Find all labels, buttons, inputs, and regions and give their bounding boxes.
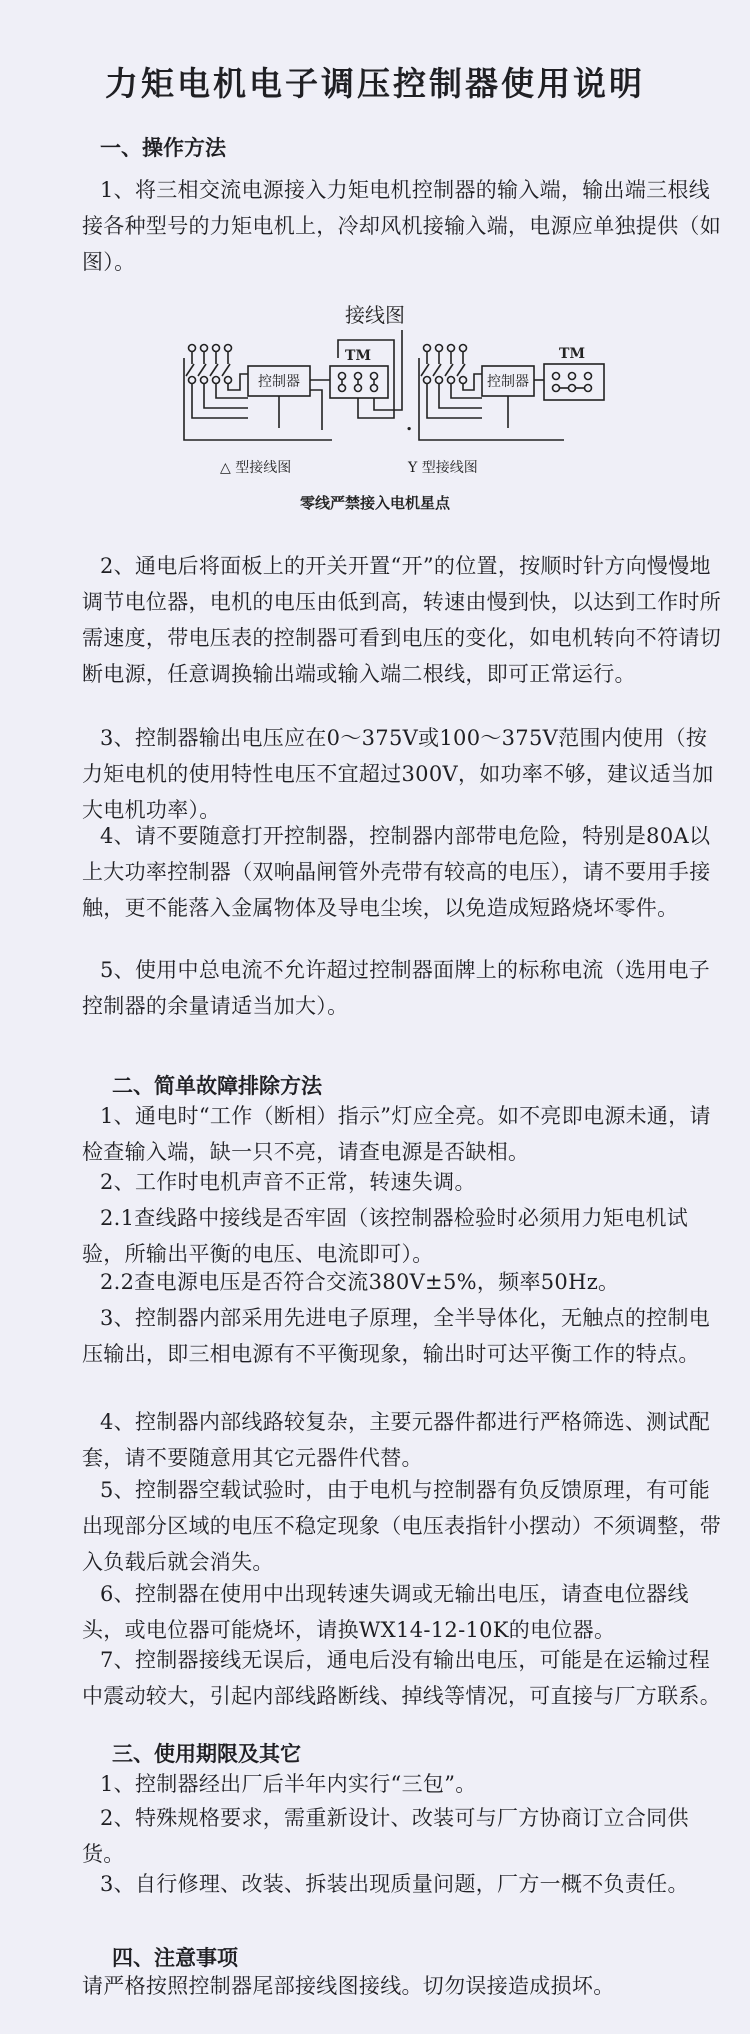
section-1-item-4: 4、请不要随意打开控制器，控制器内部带电危险，特别是80A以上大功率控制器（双响晶闸管外壳带有较高的电压），请不要用手接触，更不能落入金属物体及导电尘埃，以免造成短路烧坏零件。 xyxy=(82,824,711,920)
delta-caption: △ 型接线图 xyxy=(220,460,292,476)
wye-caption: Y 型接线图 xyxy=(408,460,478,476)
wiring-diagram-svg xyxy=(180,300,585,535)
section-3-heading: 三、使用期限及其它 xyxy=(112,1742,301,1766)
section-2-heading: 二、简单故障排除方法 xyxy=(112,1074,322,1098)
delta-controller-label: 控制器 xyxy=(258,374,300,390)
section-2-item-2: 2、工作时电机声音不正常，转速失调。 xyxy=(100,1170,476,1194)
section-3-item-3: 3、自行修理、改装、拆装出现质量问题，厂方一概不负责任。 xyxy=(100,1872,689,1896)
section-3-item-1: 1、控制器经出厂后半年内实行“三包”。 xyxy=(100,1772,477,1796)
wiring-diagram xyxy=(180,300,585,535)
section-2-item-6: 6、控制器在使用中出现转速失调或无输出电压，请查电位器线头，或电位器可能烧坏，请换WX14-12-10K的电位器。 xyxy=(82,1582,689,1642)
section-1-heading: 一、操作方法 xyxy=(100,136,226,160)
section-4-text: 请严格按照控制器尾部接线图接线。切勿误接造成损坏。 xyxy=(82,1974,615,1998)
section-1-item-5: 5、使用中总电流不允许超过控制器面牌上的标称电流（选用电子控制器的余量请适当加大）。 xyxy=(82,958,711,1018)
diagram-title: 接线图 xyxy=(345,303,405,327)
delta-motor-label: TM xyxy=(345,348,371,364)
section-2-item-1: 1、通电时“工作（断相）指示”灯应全亮。如不亮即电源未通，请检查输入端，缺一只不亮，请查电源是否缺相。 xyxy=(82,1104,711,1164)
diagram-dot: . xyxy=(406,414,413,435)
section-3-item-2: 2、特殊规格要求，需重新设计、改装可与厂方协商订立合同供货。 xyxy=(82,1806,689,1866)
diagram-note: 零线严禁接入电机星点 xyxy=(299,494,451,512)
section-2-item-2-1: 2.1查线路中接线是否牢固（该控制器检验时必须用力矩电机试验，所输出平衡的电压、电流即可）。 xyxy=(82,1206,689,1266)
section-1-item-2: 2、通电后将面板上的开关开置“开”的位置，按顺时针方向慢慢地调节电位器，电机的电压由低到高，转速由慢到快，以达到工作时所需速度，带电压表的控制器可看到电压的变化，如电机转向不符请切断电源，任意调换输出端或输入端二根线，即可正常运行。 xyxy=(82,554,721,686)
delta-input-terminals xyxy=(186,345,232,384)
section-1-item-3: 3、控制器输出电压应在0～375V或100～375V范围内使用（按力矩电机的使用特性电压不宜超过300V，如功率不够，建议适当加大电机功率）。 xyxy=(82,726,714,822)
wye-motor-label: TM xyxy=(559,346,585,362)
wye-input-terminals xyxy=(421,345,467,384)
section-2-item-5: 5、控制器空载试验时，由于电机与控制器有负反馈原理，有可能出现部分区域的电压不稳定现象（电压表指针小摆动）不须调整，带入负载后就会消失。 xyxy=(82,1478,721,1574)
section-2-item-2-2: 2.2查电源电压是否符合交流380V±5%，频率50Hz。 xyxy=(100,1270,620,1294)
section-2-item-3: 3、控制器内部采用先进电子原理，全半导体化，无触点的控制电压输出，即三相电源有不平衡现象，输出时可达平衡工作的特点。 xyxy=(82,1306,711,1366)
section-4-heading: 四、注意事项 xyxy=(112,1946,238,1970)
wye-controller-label: 控制器 xyxy=(487,374,529,390)
document-title: 力矩电机电子调压控制器使用说明 xyxy=(105,64,645,103)
section-1-item-1: 1、将三相交流电源接入力矩电机控制器的输入端，输出端三根线接各种型号的力矩电机上，冷却风机接输入端，电源应单独提供（如图）。 xyxy=(82,178,721,274)
delta-motor-box xyxy=(330,366,388,398)
section-2-item-4: 4、控制器内部线路较复杂，主要元器件都进行严格筛选、测试配套，请不要随意用其它元器件代替。 xyxy=(82,1410,711,1470)
wye-motor-box xyxy=(544,364,604,400)
section-2-item-7: 7、控制器接线无误后，通电后没有输出电压，可能是在运输过程中震动较大，引起内部线路断线、掉线等情况，可直接与厂方联系。 xyxy=(82,1648,721,1708)
